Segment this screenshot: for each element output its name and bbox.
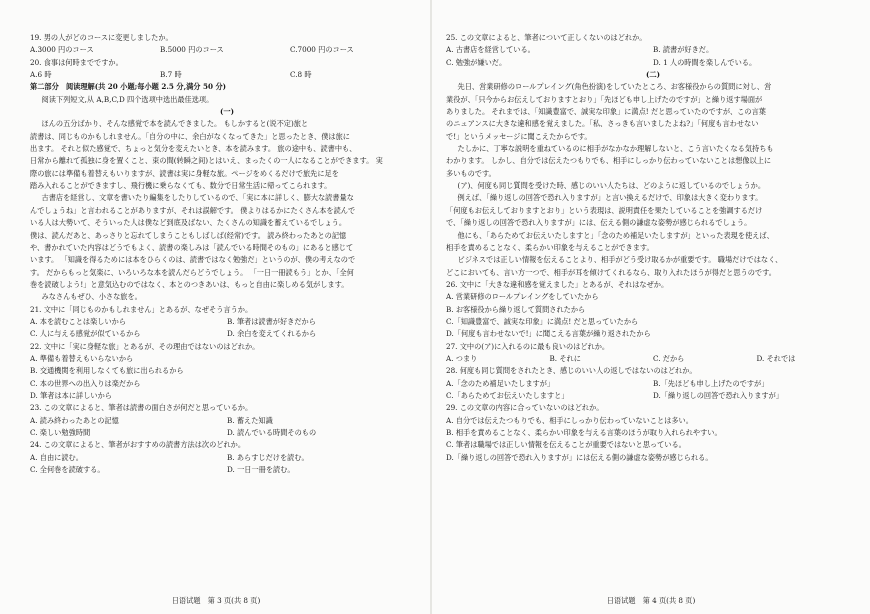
passage-line: たしかに、丁寧な説明を重ねているのに相手がなかなか理解しないと、こう言いたくなる気持ちも bbox=[457, 144, 774, 154]
q20-stem: 20. 食事は何時までですか。 bbox=[30, 57, 123, 67]
q28-options-row1 bbox=[446, 378, 860, 390]
q29-option-b: B. 相手を責めることなく、柔らかい印象を与える言葉のほうが取り入れられやすい。 bbox=[446, 428, 722, 437]
q19-option-c: C.7000 円のコース bbox=[290, 45, 354, 55]
page-3 bbox=[0, 0, 432, 614]
q23-option-c: C. 楽しい勉強時間 bbox=[30, 428, 91, 437]
passage-line: 出ます。 それと似た感覚で、ちょっと気分を変えたいとき、本を読みます。 旅の途中も、読書中も、 bbox=[30, 144, 357, 154]
q27-option-a: A. つまり bbox=[446, 353, 478, 363]
passage-line: で!」というメッセージに聞こえたからです。 bbox=[446, 131, 592, 141]
q21-option-a: A. 本を読むことは楽しいから bbox=[30, 316, 127, 326]
q26-stem: 26. 文中に「大きな違和感を覚えました」とあるが、それはなぜか。 bbox=[446, 279, 669, 289]
instructions: 阅读下列短文,从 A,B,C,D 四个选项中选出最佳选项。 bbox=[41, 94, 214, 104]
q25-option-c: C. 勉強が嫌いだ。 bbox=[446, 57, 507, 67]
q24-option-a: A. 自由に読む。 bbox=[30, 452, 83, 462]
passage-line: みなさんもぜひ、小さな旅を。 bbox=[41, 292, 142, 302]
q25-options-row1 bbox=[446, 44, 860, 56]
q21-options-row2 bbox=[30, 328, 424, 340]
passage-line: 巻を読破しよう!」と意気込むのではなく、本とのつきあいは、もっと自由に楽しめる気がします。 bbox=[30, 279, 349, 289]
q29-stem: 29. この文章の内容に合っていないのはどれか。 bbox=[446, 403, 604, 413]
q25-stem: 25. この文章によると、筆者について正しくないのはどれか。 bbox=[446, 33, 647, 42]
passage-line: 際の旅には準備も着替えもいりますが、読書は実に身軽な旅。ページをめくるだけで旅先に足を bbox=[30, 168, 339, 178]
q25-option-a: A. 古書店を経営している。 bbox=[446, 45, 535, 55]
passage-line: ありました。 それまでは、「知識豊富で、誠実な印象」に満点! だと思っていたのですが、この言葉 bbox=[446, 107, 766, 117]
q20-options bbox=[30, 69, 424, 81]
q20-option-b: B.7 時 bbox=[160, 70, 182, 80]
q22-option-a: A. 準備も着替えもいらないから bbox=[30, 353, 134, 363]
passage-line: 多いものです。 bbox=[446, 168, 496, 178]
q22-option-b: B. 交通機関を利用しなくても旅に出られるから bbox=[30, 366, 184, 376]
passage-line: どこにおいても、言い方一つで、相手が耳を傾けてくれるなら、取り入れたほうが得だと思うのです。 bbox=[446, 267, 776, 277]
q26-option-a: A. 営業研修のロールプレイングをしていたから bbox=[446, 292, 599, 302]
q25-option-b: B. 読書が好きだ。 bbox=[653, 45, 714, 55]
q27-stem: 27. 文中の(ア)に入れるのに最も良いのはどれか。 bbox=[446, 341, 610, 351]
passage-line: (ア)、何度も同じ質問を受けた時、感じのいい人たちは、どのように返しているのでしょうか。 bbox=[457, 181, 766, 191]
passage-line: ほんの五分ばかり、そんな感覚で本を読んできました。 もしかすると(说不定)旅と bbox=[41, 119, 309, 129]
q24-option-d: D. 一日一冊を読む。 bbox=[227, 465, 295, 475]
passage-line: わかります。 しかし、自分では伝えたつもりでも、相手にしっかり伝わっていないことは想像以上に bbox=[446, 156, 772, 166]
q21-option-d: D. 余白を変えてくれるから bbox=[227, 329, 317, 339]
q19-option-a: A.3000 円のコース bbox=[30, 45, 94, 55]
q20-option-a: A.6 時 bbox=[30, 70, 52, 80]
q25-options-row2 bbox=[446, 57, 860, 69]
q24-option-c: C. 全何巻を読破する。 bbox=[30, 465, 105, 475]
q29-option-a: A. 自分では伝えたつもりでも、相手にしっかり伝わっていないことは多い。 bbox=[446, 415, 693, 425]
passage-line: 業役が、「只今からお伝えしておりますとおり」「先ほども申し上げたのですが」と繰り返す場面が bbox=[446, 94, 763, 104]
passage-line: 相手を責めることなく、柔らかい印象を与えることができます。 bbox=[446, 242, 654, 252]
q28-option-c: C.「あらためてお伝えいたしますと」 bbox=[446, 390, 569, 400]
passage-line: 古書店を経営し、文章を書いたり編集をしたりしているので、「実に本に詳しく、膨大な読書量な bbox=[41, 193, 354, 203]
page-footer: 日语试题 第 3 页(共 8 页) bbox=[171, 596, 261, 605]
q25-option-d: D. 1 人の時間を楽しんでいる。 bbox=[653, 57, 757, 67]
q19-options bbox=[30, 44, 424, 56]
q28-options-row2 bbox=[446, 390, 860, 402]
q21-option-b: B. 筆者は読書が好きだから bbox=[227, 316, 316, 326]
passage-line: 読書は、同じものかもしれません。「自分の中に、余白がなくなってきた」と思ったとき、僕は旅に bbox=[30, 131, 350, 141]
q20-option-c: C.8 時 bbox=[290, 70, 312, 80]
passage-line: 先日、営業研修のロールプレイング(角色扮演)をしていたところ、お客様役からの質問に対し、営 bbox=[457, 82, 772, 92]
q27-option-d: D. それでは bbox=[756, 353, 796, 363]
part2-heading: 第二部分 阅读理解(共 20 小题;每小题 2.5 分,满分 50 分) bbox=[30, 82, 227, 92]
q22-option-c: C. 本の世界への出入りは楽だから bbox=[30, 378, 141, 388]
q24-options-row2 bbox=[30, 464, 424, 476]
q27-option-c: C. だから bbox=[653, 353, 685, 363]
q19-option-b: B.5000 円のコース bbox=[160, 45, 224, 55]
q24-stem: 24. この文章によると、筆者がおすすめの読書方法は次のどれか。 bbox=[30, 440, 246, 450]
q28-option-a: A.「念のため補足いたしますが」 bbox=[446, 378, 555, 388]
q21-options-row1 bbox=[30, 316, 424, 328]
passage-line: 例えば、「繰り返しの回答で恐れ入りますが」と言い換えるだけで、印象は大きく変わります。 bbox=[457, 193, 763, 203]
q24-option-b: B. あらすじだけを読む。 bbox=[227, 452, 309, 462]
passage-line: や、書かれていた内容はどうでもよく、読書の楽しみは「読んでいる時間そのもの」にあると感じて bbox=[30, 242, 354, 252]
q26-option-c: C.「知識豊富で、誠実な印象」に満点! だと思っていたから bbox=[446, 316, 639, 326]
q22-stem: 22. 文中に「実に身軽な旅」とあるが、その理由ではないのはどれか。 bbox=[30, 341, 260, 351]
section-1-heading: (一) bbox=[220, 107, 234, 117]
q22-option-d: D. 筆者は本に詳しいから bbox=[30, 390, 112, 400]
passage-line: 日常から離れて孤独に身を置くこと、束の間(转瞬之间)とはいえ、まったくの一人になることができます。 実 bbox=[30, 156, 383, 166]
q23-option-b: B. 蓄えた知識 bbox=[227, 415, 273, 425]
passage-line: んでしょうね」と言われることがありますが、それは誤解です。 僕よりはるかにたくさん本を読んで bbox=[30, 205, 356, 215]
q28-option-d: D.「繰り返しの回答で恐れ入りますが」 bbox=[653, 390, 783, 400]
q21-option-c: C. 人に与える感覚が似ているから bbox=[30, 329, 141, 339]
passage-line: 踏み入れることができますし、飛行機に乗らなくても、数分で日常生活に帰ってこられます。 bbox=[30, 181, 332, 191]
q26-option-d: D.「何度も言わせないで!」に聞こえる言葉が繰り返されたから bbox=[446, 329, 651, 339]
q29-option-d: D.「繰り返しの回答で恐れ入りますが」には伝える側の謙虚な姿勢が感じられる。 bbox=[446, 452, 713, 462]
passage-2 bbox=[446, 81, 860, 279]
q24-options-row1 bbox=[30, 452, 424, 464]
q27-options bbox=[446, 353, 860, 365]
q23-option-a: A. 読み終わったあとの記憶 bbox=[30, 415, 119, 425]
q23-option-d: D. 読んでいる時間そのもの bbox=[227, 428, 317, 437]
q27-option-b: B. それに bbox=[549, 353, 581, 363]
q23-options-row1 bbox=[30, 415, 424, 427]
passage-line: 「何度もお伝えしておりますとおり」という表現は、説明責任を果たしていることを強調するだけ bbox=[446, 205, 763, 215]
passage-line: で、「繰り返しの回答で恐れ入りますが」には、伝える側の謙虚な姿勢が感じられるでしょう。 bbox=[446, 218, 752, 228]
passage-line: す。 だからもっと気楽に、いろいろな本を読んだらどうでしょう。 「一日一冊読もう」とか、「全何 bbox=[30, 267, 354, 277]
q23-options-row2 bbox=[30, 427, 424, 439]
page-4 bbox=[432, 0, 870, 614]
q26-option-b: B. お客様役から繰り返して質問されたから bbox=[446, 304, 586, 314]
q19-stem: 19. 男の人がどのコースに変更しましたか。 bbox=[30, 33, 173, 42]
q29-option-c: C. 筆者は職場では正しい情報を伝えることが重要ではないと思っている。 bbox=[446, 440, 686, 450]
passage-line: います。 「知識を得るためには本をひらくのは、読書ではなく勉強だ」というのが、僕の考えなので bbox=[30, 255, 356, 265]
q21-stem: 21. 文中に「同じものかもしれません」とあるが、なぜそう言うか。 bbox=[30, 304, 253, 314]
passage-1 bbox=[30, 118, 424, 303]
q28-option-b: B.「先ほども申し上げたのですが」 bbox=[653, 378, 769, 388]
passage-line: ビジネスでは正しい情報を伝えることより、相手がどう受け取るかが重要です。 職場だけではなく、 bbox=[457, 255, 783, 265]
section-2-heading: (二) bbox=[646, 70, 660, 80]
passage-line: 他にも、「あらためてお伝えいたしますと」「念のため補足いたしますが」といった表現を使えば、 bbox=[457, 230, 774, 240]
page-footer: 日语试题 第 4 页(共 8 页) bbox=[606, 596, 696, 605]
passage-line: のニュアンスに大きな違和感を覚えました。「私、さっきも言いましたよね?」「何度も言わせない bbox=[446, 119, 759, 129]
q28-stem: 28. 何度も同じ質問をされたとき、感じのいい人の返しではないのはどれか。 bbox=[446, 366, 697, 376]
passage-line: 僕は、読んだあと、あっさりと忘れてしまうこともしばしば(经常)です。 読み終わったあとの記憶 bbox=[30, 230, 347, 240]
q23-stem: 23. この文章によると、筆者は読書の面白さが何だと思っているか。 bbox=[30, 403, 253, 413]
passage-line: いる人は大勢いて、そういった人は僕など到底及ばない、たくさんの知識を蓄えているでしょう。 bbox=[30, 218, 347, 228]
